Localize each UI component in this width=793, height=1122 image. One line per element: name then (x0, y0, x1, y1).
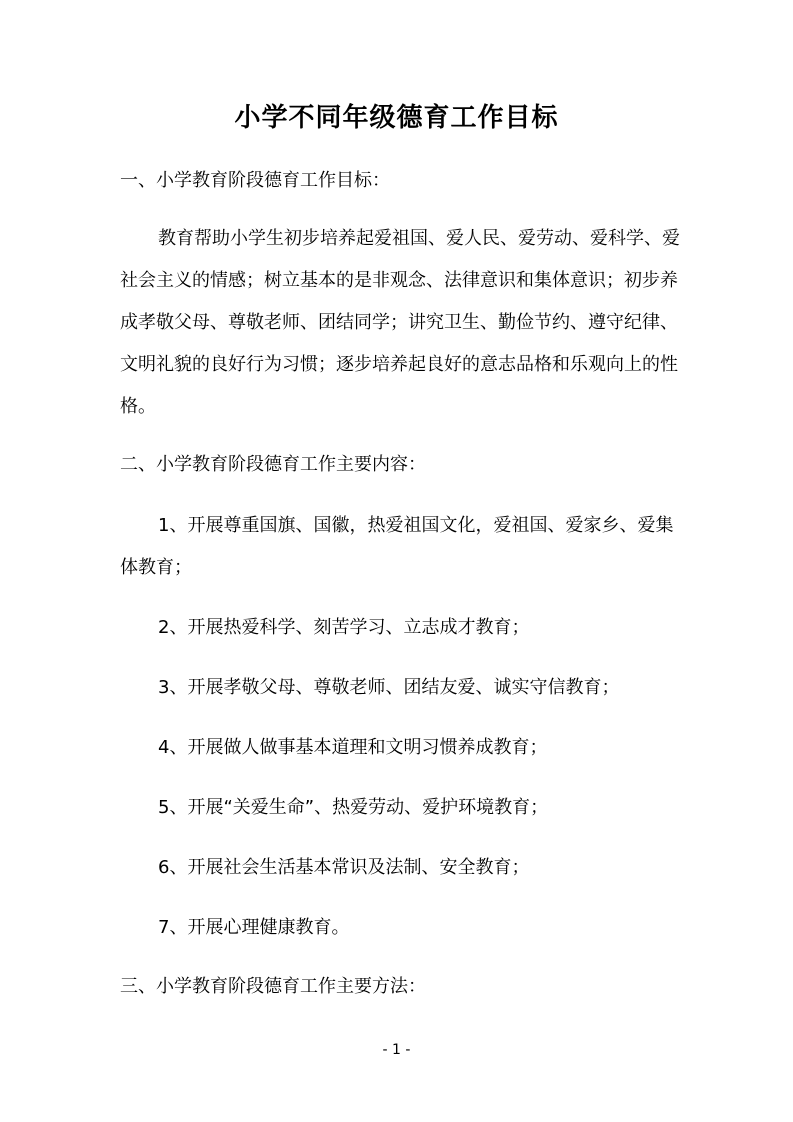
section-2-heading: 二、小学教育阶段德育工作主要内容： (120, 454, 426, 475)
content-item-4: 4、开展做人做事基本道理和文明习惯养成教育； (158, 737, 548, 758)
page-number: - 1 - (382, 1042, 411, 1058)
content-item-2: 2、开展热爱科学、刻苦学习、立志成才教育； (158, 617, 530, 638)
section-1-paragraph: 教育帮助小学生初步培养起爱祖国、爱人民、爱劳动、爱科学、爱社会主义的情感；树立基本的是非观念、法律意识和集体意识；初步养成孝敬父母、尊敬老师、团结同学；讲究卫生、勤俭节约、遵守纪律、文明礼貌的良好行为习惯；逐步培养起良好的意志品格和乐观向上的性格。 (120, 228, 680, 417)
content-item-7: 7、开展心理健康教育。 (158, 917, 350, 938)
document-title: 小学不同年级德育工作目标 (234, 103, 559, 133)
section-3-heading: 三、小学教育阶段德育工作主要方法： (120, 976, 426, 997)
content-item-6: 6、开展社会生活基本常识及法制、安全教育； (158, 857, 530, 878)
content-item-3: 3、开展孝敬父母、尊敬老师、团结友爱、诚实守信教育； (158, 677, 620, 698)
section-1-heading: 一、小学教育阶段德育工作目标： (120, 170, 390, 191)
content-item-5: 5、开展“关爱生命”、热爱劳动、爱护环境教育； (158, 797, 549, 818)
content-item-1: 1、开展尊重国旗、国徽，热爱祖国文化，爱祖国、爱家乡、爱集体教育； (120, 515, 674, 578)
